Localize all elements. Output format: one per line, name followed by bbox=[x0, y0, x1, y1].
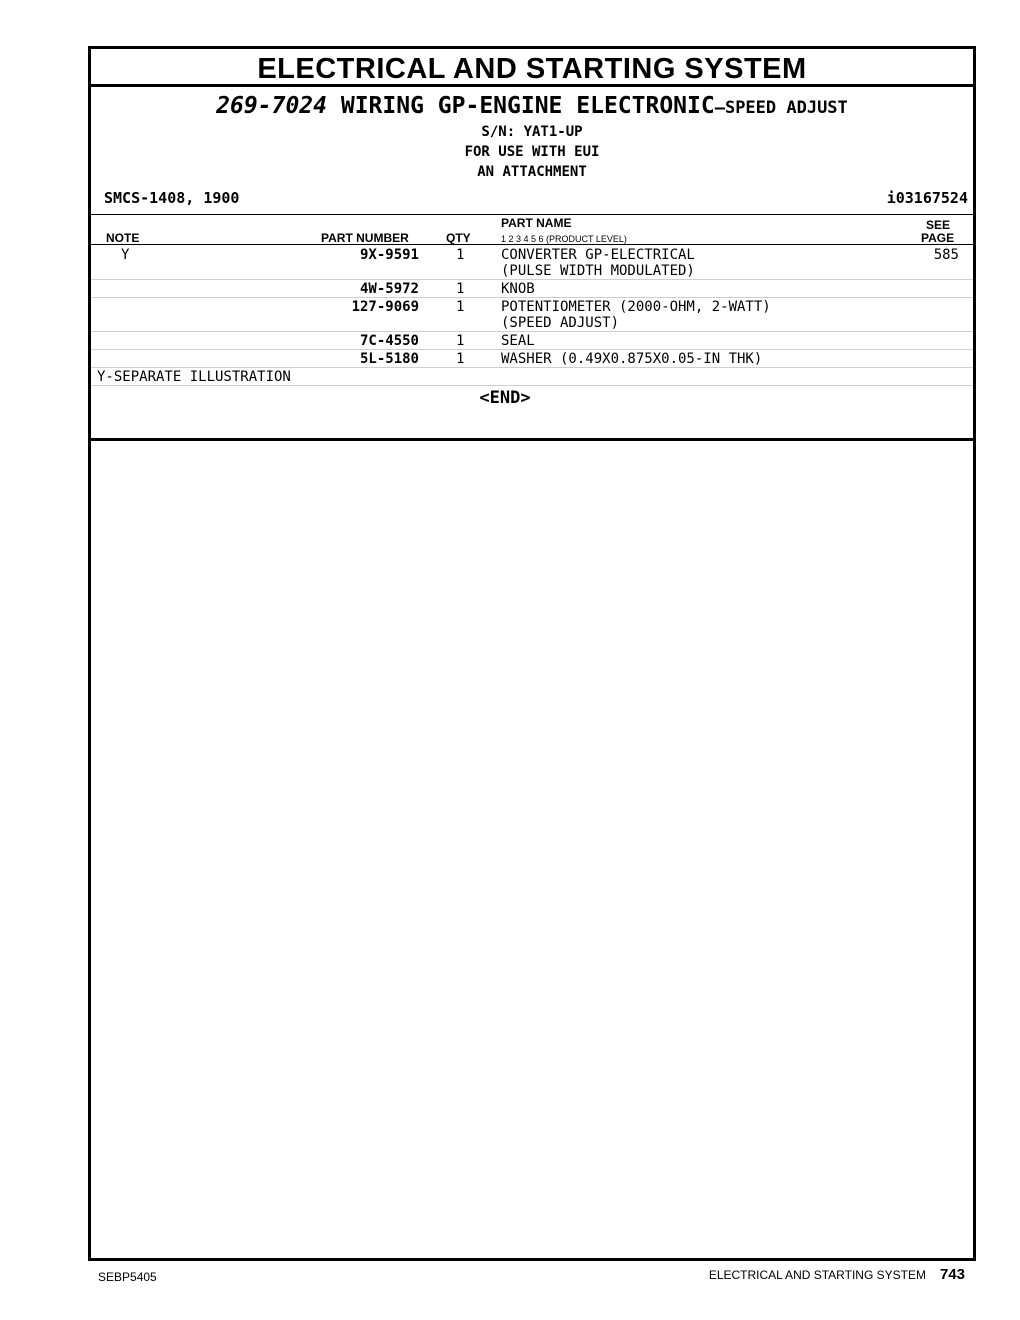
row-part-name: KNOB bbox=[501, 281, 535, 297]
section-title: ELECTRICAL AND STARTING SYSTEM bbox=[91, 49, 973, 87]
footer-section: ELECTRICAL AND STARTING SYSTEM bbox=[708, 1268, 926, 1282]
row-part-name-detail: (SPEED ADJUST) bbox=[501, 315, 620, 331]
footer-right bbox=[709, 1266, 965, 1283]
row-part-number: 7C-4550 bbox=[359, 333, 419, 349]
row-part-number: 4W-5972 bbox=[359, 281, 419, 297]
table-top-rule bbox=[91, 214, 973, 215]
header-bottom-rule bbox=[91, 244, 973, 245]
part-name-suffix: —SPEED ADJUST bbox=[714, 98, 848, 118]
serial-number: S/N: YAT1-UP bbox=[481, 124, 583, 140]
row-part-name: WASHER (0.49X0.875X0.05-IN THK) bbox=[501, 351, 763, 367]
footnote: Y-SEPARATE ILLUSTRATION bbox=[97, 369, 291, 385]
row-part-name: POTENTIOMETER (2000-OHM, 2-WATT) bbox=[501, 299, 771, 315]
end-marker-text: <END> bbox=[479, 388, 531, 408]
footnote-divider bbox=[91, 385, 973, 386]
content-bottom-rule bbox=[91, 438, 973, 441]
row-qty: 1 bbox=[456, 299, 465, 315]
row-part-name-detail: (PULSE WIDTH MODULATED) bbox=[501, 263, 695, 279]
usage-note: FOR USE WITH EUI bbox=[464, 144, 600, 160]
header-page: PAGE bbox=[921, 231, 955, 245]
part-name-title: WIRING GP-ENGINE ELECTRONIC bbox=[340, 93, 715, 119]
row-divider bbox=[91, 279, 973, 280]
end-marker bbox=[91, 388, 973, 408]
document-identifier: i03167524 bbox=[886, 189, 968, 207]
row-part-number: 9X-9591 bbox=[359, 247, 419, 263]
page-frame bbox=[88, 46, 976, 1261]
row-see-page: 585 bbox=[933, 247, 959, 263]
row-divider bbox=[91, 367, 973, 368]
footer-document-id: SEBP5405 bbox=[98, 1270, 157, 1284]
row-note: Y bbox=[121, 247, 130, 263]
part-title bbox=[91, 93, 973, 119]
row-divider bbox=[91, 349, 973, 350]
smcs-code: SMCS-1408, 1900 bbox=[104, 189, 240, 207]
header-product-levels: 1 2 3 4 5 6 (PRODUCT LEVEL) bbox=[501, 234, 627, 244]
header-part-name: PART NAME bbox=[501, 216, 572, 230]
row-qty: 1 bbox=[456, 351, 465, 367]
header-see: SEE bbox=[926, 218, 951, 232]
row-qty: 1 bbox=[456, 333, 465, 349]
row-part-name: CONVERTER GP-ELECTRICAL bbox=[501, 247, 695, 263]
row-qty: 1 bbox=[456, 247, 465, 263]
row-part-number: 5L-5180 bbox=[359, 351, 419, 367]
attachment-type: AN ATTACHMENT bbox=[477, 164, 587, 180]
header-note: NOTE bbox=[106, 231, 140, 245]
page-number: 743 bbox=[939, 1266, 965, 1283]
header-qty: QTY bbox=[446, 231, 471, 245]
part-number-title: 269-7024 bbox=[216, 93, 327, 119]
row-qty: 1 bbox=[456, 281, 465, 297]
row-part-name: SEAL bbox=[501, 333, 535, 349]
row-divider bbox=[91, 331, 973, 332]
row-divider bbox=[91, 297, 973, 298]
header-part-number: PART NUMBER bbox=[321, 231, 409, 245]
row-part-number: 127-9069 bbox=[351, 299, 419, 315]
